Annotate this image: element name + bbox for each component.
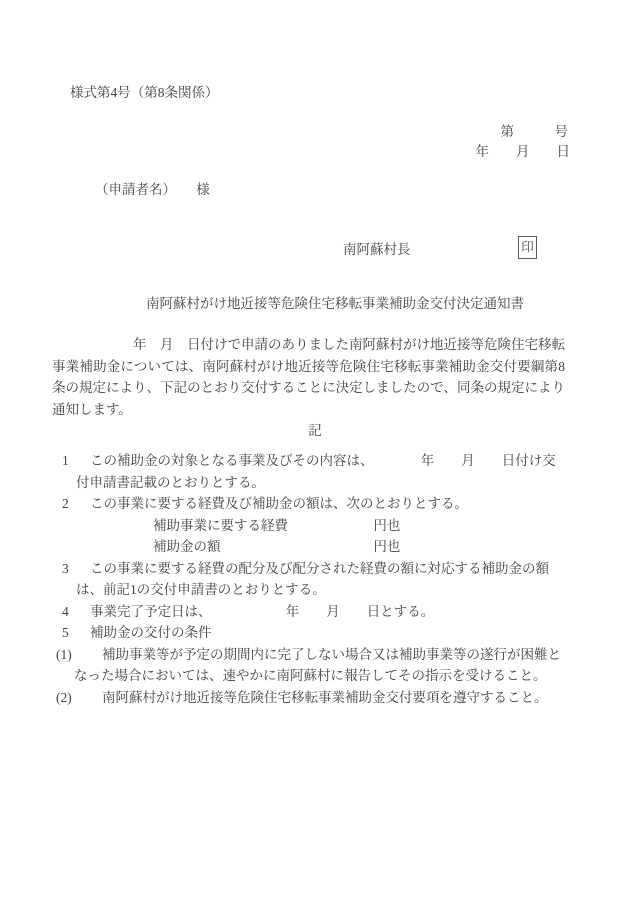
record-marker: 記 — [308, 423, 322, 438]
list-item-1-number: 1 — [62, 453, 69, 468]
sender-row — [0, 238, 630, 260]
list-item-2 — [0, 493, 566, 515]
list-item-3 — [0, 558, 566, 601]
list-item-5-text: 補助金の交付の条件 — [90, 625, 212, 640]
list-item-3-text: この事業に要する経費の配分及び配分された経費の額に対応する補助金の額は、前記1の交付申請書のとおりとする。 — [76, 560, 549, 597]
condition-item-1 — [0, 644, 566, 687]
addressee-line: （申請者名） 様 — [95, 182, 210, 197]
cost-row-subsidy-amount-value: 円也 — [373, 539, 401, 554]
list-item-3-number: 3 — [62, 560, 69, 576]
list-item-2-number: 2 — [62, 496, 69, 511]
list-item-1-text: この補助金の対象となる事業及びその内容は、 年 月 日付け交付申請書記載のとおりとする。 — [76, 453, 556, 490]
list-item-1 — [0, 450, 566, 493]
date-line: 年 月 日 — [475, 144, 570, 159]
terms-list — [0, 450, 630, 708]
sender-name: 南阿蘇村長 — [343, 242, 411, 257]
cost-row-expenses-label: 補助事業に要する経費 — [153, 517, 288, 533]
list-item-4-text: 事業完了予定日は、 年 月 日とする。 — [90, 603, 435, 619]
condition-item-1-text: 補助事業等が予定の期間内に完了しない場合又は補助事業等の遂行が困難となった場合においては、速やかに南阿蘇村に報告してその指示を受けること。 — [74, 646, 561, 683]
cost-row-subsidy-amount-label: 補助金の額 — [153, 539, 221, 554]
list-item-4-number: 4 — [62, 603, 69, 619]
document-number-line: 第 号 — [500, 124, 568, 139]
cost-row-subsidy-amount — [0, 536, 566, 558]
body-paragraph: 年 月 日付けで申請のありました南阿蘇村がけ地近接等危険住宅移転事業補助金については、南阿蘇村がけ地近接等危険住宅移転事業補助金交付要綱第8条の規定により、下記のとおり交付することに決定しましたので、同条の規定により通知します。 — [52, 337, 565, 418]
cost-row-expenses — [0, 515, 566, 537]
document-title: 南阿蘇村がけ地近接等危険住宅移転事業補助金交付決定通知書 — [146, 296, 524, 311]
seal-mark: 印 — [518, 236, 537, 259]
condition-item-2-number: (2) — [56, 689, 72, 705]
form-number: 様式第4号（第8条関係） — [70, 85, 219, 100]
list-item-5 — [0, 622, 566, 644]
condition-item-2-text: 南阿蘇村がけ地近接等危険住宅移転事業補助金交付要項を遵守すること。 — [102, 689, 548, 705]
cost-row-expenses-value: 円也 — [373, 517, 401, 533]
condition-item-2 — [0, 687, 566, 709]
list-item-5-number: 5 — [62, 625, 69, 640]
list-item-4 — [0, 601, 566, 623]
condition-item-1-number: (1) — [56, 646, 72, 662]
list-item-2-text: この事業に要する経費及び補助金の額は、次のとおりとする。 — [90, 496, 468, 511]
